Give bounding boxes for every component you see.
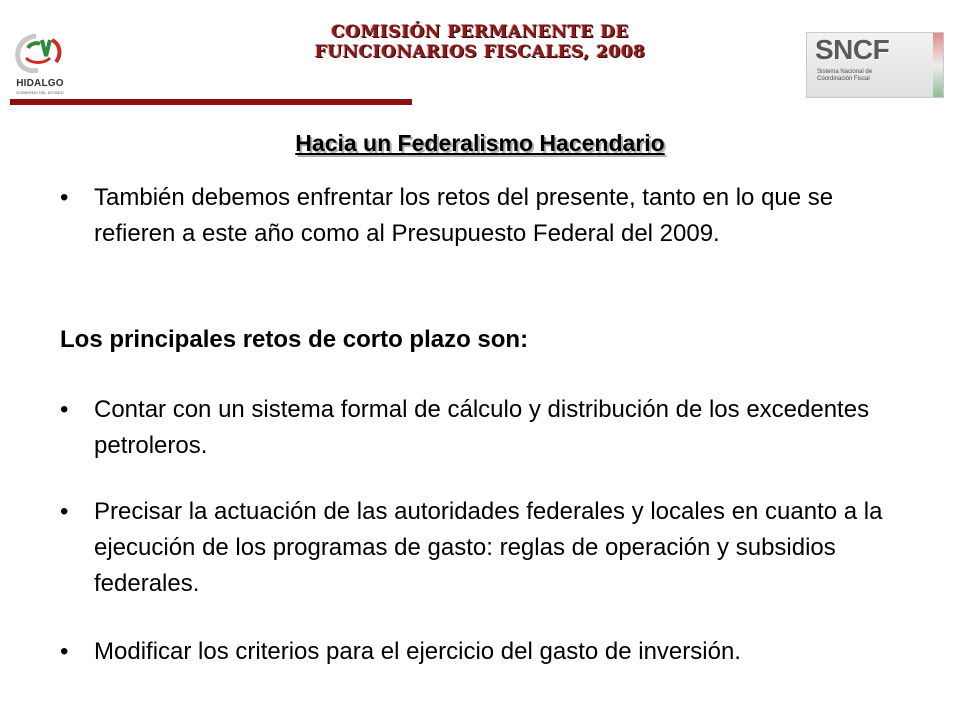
sncf-logo-name: SNCF (815, 34, 890, 65)
header-title-line1: COMISIÓN PERMANENTE DE (331, 22, 629, 42)
intro-bullet-text: También debemos enfrentar los retos del presente, tanto en lo que se refieren a este año como al Presupuesto Federal del 2009. (94, 184, 834, 247)
header-title-line2: FUNCIONARIOS FISCALES, 2008 (314, 42, 646, 62)
bullet-icon: • (60, 638, 69, 665)
slide-title: Hacia un Federalismo Hacendario (295, 130, 665, 156)
list-item-text: Contar con un sistema formal de cálculo y distribución de los excedentes petroleros. (94, 396, 870, 459)
list-item (60, 494, 920, 602)
hidalgo-logo-text: HIDALGO (16, 78, 64, 89)
sncf-logo-subtitle-1: Sistema Nacional de (817, 69, 873, 75)
hidalgo-emblem-icon (6, 30, 76, 78)
bullet-icon: • (60, 184, 69, 211)
list-item-text: Modificar los criterios para el ejercicio del gasto de inversión. (94, 638, 741, 665)
list-item (60, 392, 920, 464)
hidalgo-logo-subtext: GOBIERNO DEL ESTADO (16, 90, 64, 95)
bullet-icon: • (60, 396, 69, 423)
sncf-logo-subtitle-2: Coordinación Fiscal (817, 76, 870, 82)
list-item (60, 634, 920, 670)
header-rule (10, 99, 412, 105)
bullet-icon: • (60, 498, 69, 525)
flag-stripe-icon (933, 33, 943, 97)
sncf-logo (806, 32, 944, 98)
header-title (200, 22, 760, 62)
intro-bullet (60, 180, 920, 252)
list-item-text: Precisar la actuación de las autoridades federales y locales en cuanto a la ejecución de los programas de gasto: reglas de operación y subsidios federales. (94, 498, 883, 597)
subheading: Los principales retos de corto plazo son: (60, 326, 529, 353)
